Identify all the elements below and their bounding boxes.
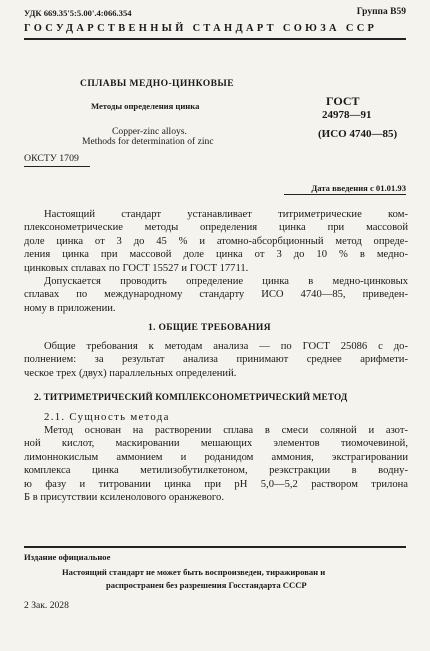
gost-number: 24978—91 (322, 109, 372, 121)
gost-label: ГОСТ (326, 94, 360, 108)
intro-paragraph (24, 208, 408, 275)
section-2-heading: 2. ТИТРИМЕТРИЧЕСКИЙ КОМПЛЕКСОНОМЕТРИЧЕСКИЙ МЕТОД (34, 393, 348, 403)
text-line: полнением: за результат анализа принимают среднее арифмети- (24, 354, 408, 366)
text-line: лимоннокислым аммонием и роданидом аммония, экстрагировании (24, 451, 408, 463)
intro-paragraph-2 (24, 275, 408, 315)
official-edition: Издание официальное (24, 552, 111, 562)
text-line: ному в приложении. (24, 302, 116, 314)
text-line: Общие требования к методам анализа — по ГОСТ 25086 с до- (44, 341, 408, 352)
text-line: плексонометрические методы определения цинка при массовой (24, 222, 408, 234)
text-line: Допускается проводить определение цинка в медно-цинковых (44, 276, 408, 287)
udk-code: УДК 669.35'5:5.00'.4:066.354 (24, 8, 132, 18)
text-line: ческое трех (двух) параллельных определений. (24, 367, 237, 379)
text-line: Б в присутствии ксиленолового оранжевого. (24, 492, 224, 504)
okstu-code: ОКСТУ 1709 (24, 153, 79, 164)
text-line: доле цинка от 3 до 45 % и атомно-абсорбционный метод опреде- (24, 235, 408, 247)
section-1-body (24, 340, 408, 380)
text-line: ления цинка при массовой доле цинка от 3 до 10 % в медно- (24, 249, 408, 261)
intro-date: Дата введения с 01.01.93 (311, 183, 406, 193)
section-2-1-heading: 2.1. Сущность метода (44, 411, 170, 423)
text-line: Метод основан на растворении сплава в смеси соляной и азот- (44, 425, 408, 436)
text-line: комплекса цинка метилизобутилкетоном, реэкстракции в водну- (24, 465, 408, 477)
group-code: Группа В59 (356, 7, 406, 17)
text-line: ю фазу и титровании цинка при pH 5,0—5,2 раствором трилона (24, 478, 408, 490)
text-line: сплавах по международному стандарту ИСО 4740—85, приведен- (24, 289, 408, 301)
order-number: 2 Зак. 2028 (24, 600, 69, 611)
section-1-heading: 1. ОБЩИЕ ТРЕБОВАНИЯ (148, 322, 271, 333)
title-en-2: Methods for determination of zinc (82, 136, 214, 147)
subtitle-ru: Методы определения цинка (91, 101, 200, 111)
title-en-1: Copper-zinc alloys. (112, 126, 187, 137)
intro-date-rule (284, 194, 406, 195)
text-line: ной кислот, маскировании мешающих элементов тиомочевиной, (24, 438, 408, 450)
okstu-rule (24, 166, 90, 167)
reproduction-notice-2: распространен без разрешения Госстандарта СССР (106, 580, 307, 590)
footer-rule (24, 546, 406, 548)
header-rule (24, 38, 406, 40)
standard-banner: ГОСУДАРСТВЕННЫЙ СТАНДАРТ СОЮЗА ССР (24, 23, 378, 34)
section-2-body (24, 424, 408, 504)
text-line: цинковых сплавах по ГОСТ 15527 и ГОСТ 17711. (24, 262, 249, 274)
iso-ref: (ИСО 4740—85) (318, 128, 398, 140)
text-line: Настоящий стандарт устанавливает титриметрические ком- (44, 209, 408, 220)
title-ru: СПЛАВЫ МЕДНО-ЦИНКОВЫЕ (80, 78, 235, 89)
reproduction-notice-1: Настоящий стандарт не может быть воспроизведен, тиражирован и (62, 567, 326, 577)
